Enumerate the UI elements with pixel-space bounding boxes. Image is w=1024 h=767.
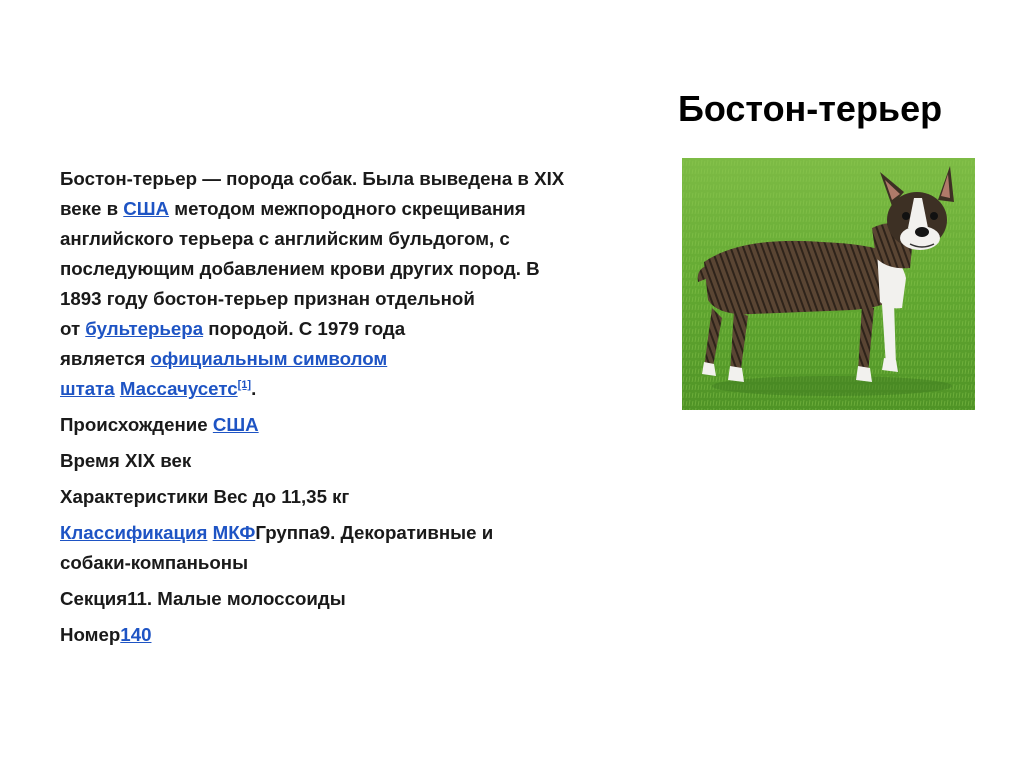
massachusetts-link[interactable]: Массачусетс (119, 378, 238, 399)
characteristics-row: Характеристики Вес до 11,35 кг (60, 486, 350, 507)
classification-row (60, 518, 670, 578)
intro-text: английского терьера с английским бульдогом, с (60, 228, 510, 249)
article-text (60, 164, 670, 656)
intro-text: веке в (60, 198, 124, 219)
intro-text: породой. С 1979 года (203, 318, 406, 339)
intro-text: от (60, 318, 86, 339)
bullterrier-link[interactable]: бультерьера (85, 318, 204, 339)
origin-row (60, 410, 670, 440)
mkf-link[interactable]: МКФ (212, 522, 256, 543)
origin-label: Происхождение (60, 414, 213, 435)
time-row: Время XIX век (60, 450, 192, 471)
official-symbol-link[interactable]: официальным символом (150, 348, 388, 369)
intro-text: . (251, 378, 257, 399)
boston-terrier-photo (682, 158, 975, 410)
usa-link[interactable]: США (123, 198, 170, 219)
intro-paragraph (60, 164, 670, 404)
intro-text: является (60, 348, 151, 369)
state-link[interactable]: штата (60, 378, 115, 399)
classification-link[interactable]: Классификация (60, 522, 208, 543)
group-text: собаки-компаньоны (60, 552, 249, 573)
intro-text: последующим добавлением крови других пород. В (60, 258, 540, 279)
number-label: Номер (60, 624, 121, 645)
intro-line-1: Бостон-терьер — порода собак. Была выведена в XIX (60, 168, 565, 189)
intro-text: 1893 году бостон-терьер признан отдельной (60, 288, 475, 309)
section-row: Секция11. Малые молоссоиды (60, 588, 346, 609)
number-link[interactable]: 140 (120, 624, 152, 645)
number-row (60, 620, 670, 650)
slide-title: Бостон-терьер (678, 88, 943, 129)
reference-link[interactable]: [1] (237, 379, 252, 391)
intro-text: методом межпородного скрещивания (169, 198, 526, 219)
group-text: Группа9. Декоративные и (255, 522, 494, 543)
origin-usa-link[interactable]: США (212, 414, 259, 435)
